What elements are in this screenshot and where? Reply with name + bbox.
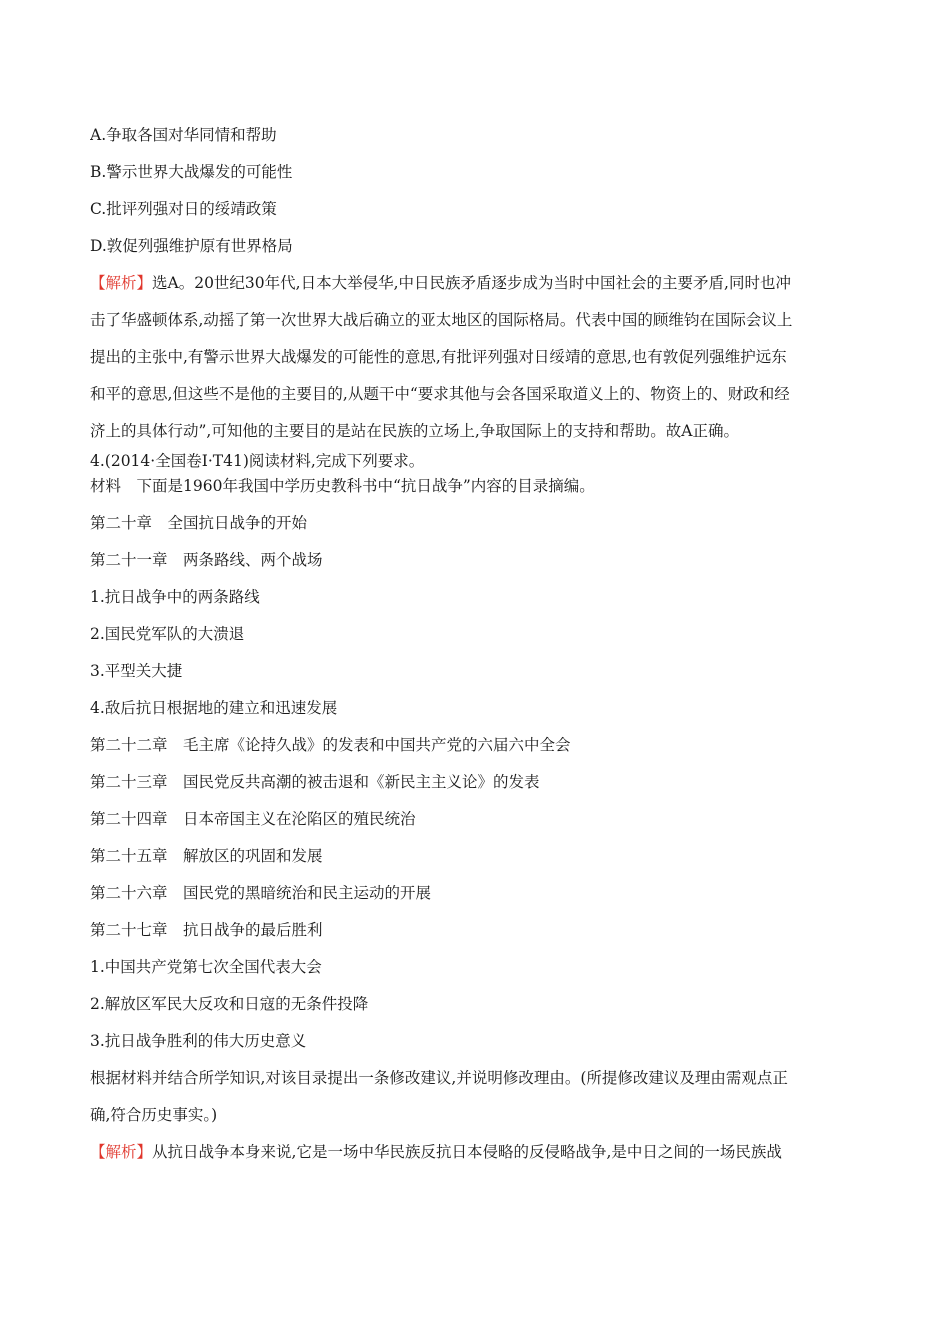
analysis-tag: 【解析】: [90, 1143, 153, 1161]
analysis-tag: 【解析】: [90, 274, 153, 292]
analysis-paragraph-line: 提出的主张中,有警示世界大战爆发的可能性的意思,有批评列强对日绥靖的意思,也有敦促列强维护远东: [90, 348, 787, 366]
toc-entry: 第二十四章 日本帝国主义在沦陷区的殖民统治: [90, 810, 416, 828]
toc-entry: 4.敌后抗日根据地的建立和迅速发展: [90, 699, 338, 717]
analysis-paragraph-line: 击了华盛顿体系,动摇了第一次世界大战后确立的亚太地区的国际格局。代表中国的顾维钧在国际会议上: [90, 311, 793, 329]
analysis-paragraph-line: 济上的具体行动”,可知他的主要目的是站在民族的立场上,争取国际上的支持和帮助。故A正确。: [90, 422, 739, 440]
material-intro: 材料 下面是1960年我国中学历史教科书中“抗日战争”内容的目录摘编。: [90, 477, 595, 495]
question-prompt: 确,符合历史事实。): [90, 1106, 218, 1124]
option-b: B.警示世界大战爆发的可能性: [90, 163, 293, 181]
toc-entry: 3.抗日战争胜利的伟大历史意义: [90, 1032, 307, 1050]
question-prompt: 根据材料并结合所学知识,对该目录提出一条修改建议,并说明修改理由。(所提修改建议及理由需观点正: [90, 1069, 788, 1087]
analysis-paragraph-line: [90, 272, 870, 294]
analysis-paragraph-line: [90, 1141, 870, 1163]
option-d: D.敦促列强维护原有世界格局: [90, 237, 293, 255]
analysis-text: 选A。20世纪30年代,日本大举侵华,中日民族矛盾逐步成为当时中国社会的主要矛盾,同时也冲: [152, 274, 791, 292]
option-a: A.争取各国对华同情和帮助: [90, 126, 277, 144]
toc-entry: 第二十三章 国民党反共高潮的被击退和《新民主主义论》的发表: [90, 773, 540, 791]
toc-entry: 第二十章 全国抗日战争的开始: [90, 514, 308, 532]
toc-entry: 第二十六章 国民党的黑暗统治和民主运动的开展: [90, 884, 432, 902]
toc-entry: 3.平型关大捷: [90, 662, 183, 680]
option-c: C.批评列强对日的绥靖政策: [90, 200, 277, 218]
toc-entry: 第二十二章 毛主席《论持久战》的发表和中国共产党的六届六中全会: [90, 736, 571, 754]
toc-entry: 1.抗日战争中的两条路线: [90, 588, 260, 606]
toc-entry: 2.国民党军队的大溃退: [90, 625, 245, 643]
toc-entry: 1.中国共产党第七次全国代表大会: [90, 958, 322, 976]
question-header: 4.(2014·全国卷Ⅰ·T41)阅读材料,完成下列要求。: [90, 452, 425, 470]
toc-entry: 第二十一章 两条路线、两个战场: [90, 551, 323, 569]
analysis-text: 从抗日战争本身来说,它是一场中华民族反抗日本侵略的反侵略战争,是中日之间的一场民族战: [152, 1143, 782, 1161]
toc-entry: 2.解放区军民大反攻和日寇的无条件投降: [90, 995, 369, 1013]
analysis-paragraph-line: 和平的意思,但这些不是他的主要目的,从题干中“要求其他与会各国采取道义上的、物资上的、财政和经: [90, 385, 790, 403]
toc-entry: 第二十五章 解放区的巩固和发展: [90, 847, 323, 865]
toc-entry: 第二十七章 抗日战争的最后胜利: [90, 921, 323, 939]
